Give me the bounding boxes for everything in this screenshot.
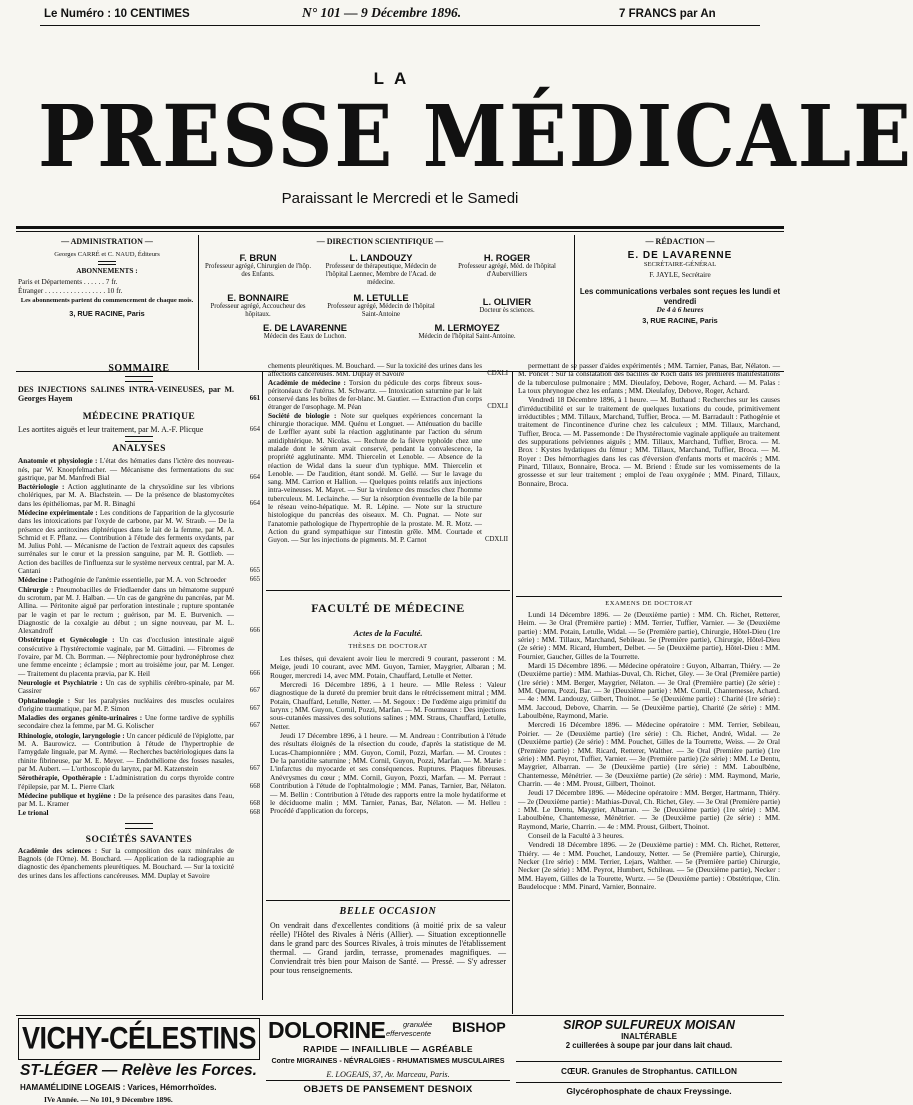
ad-dolorine-sub2: effervescente <box>386 1029 432 1038</box>
annual-price: 7 FRANCS par An <box>619 8 716 20</box>
ad-bishop: BISHOP <box>452 1019 506 1035</box>
toc-page: 667 <box>249 687 260 695</box>
toc-text: Un cas d'occlusion intestinale aiguë consécutive à l'hystérectomie vaginale, par M. Gittadini. — Fibromes de l'ovaire, par M. Ch. Borrman. — Néphrectomie pour hydronéphrose chez une femme enceinte ; éclampsie ; mort au troisième jour, par M. Lenger. — Traitement du placenta prævia, par K. Heil <box>18 636 234 678</box>
director-name: L. LANDOUZY <box>349 252 413 263</box>
separator <box>125 376 153 382</box>
paragraph: Les thèses, qui devaient avoir lieu le mercredi 9 courant, passeront : M. Meige, jeudi 10 courant, avec MM. Guyon, Tarnier, Maygrier, Albaran ; M. Rouger, mercredi 14, avec MM. Potain, Chauffard, Letulle et Netter. <box>270 654 506 680</box>
separator <box>125 823 153 829</box>
toc-text: Une forme tardive de syphilis secondaire chez la femme, par M. G. Kolischer <box>18 714 235 731</box>
director-olivier <box>446 296 568 315</box>
top-rule <box>40 25 760 26</box>
ad-cuillerees: 2 cuillerées à soupe par jour dans lait chaud. <box>565 1041 733 1050</box>
toc-page: 666 <box>249 627 260 635</box>
toc-analysis-item <box>18 697 260 714</box>
director-desc: Docteur ès sciences. <box>479 307 535 314</box>
col-divider <box>262 372 263 1000</box>
ad-stleger: ST-LÉGER — Relève les Forces. <box>20 1062 257 1079</box>
toc-page: CDXLII <box>484 536 508 544</box>
ad-glycero: Glycérophosphate de chaux Freyssinge. <box>566 1086 732 1096</box>
occasion-heading: BELLE OCCASION <box>339 906 437 917</box>
director-name: H. ROGER <box>483 252 531 263</box>
toc-lead <box>18 385 260 404</box>
direction-heading: — DIRECTION SCIENTIFIQUE — <box>316 237 444 246</box>
ad-sirop <box>516 1018 782 1050</box>
director-desc: Médecin de l'hôpital Saint-Antoine. <box>418 333 516 340</box>
ad-dolorine-title: DOLORINE <box>268 1017 386 1043</box>
toc-lead-text: DES INJECTIONS SALINES INTRA-VEINEUSES, par M. Georges Hayem <box>18 385 234 404</box>
toc-page: 667 <box>249 704 260 712</box>
toc-analysis-item <box>18 792 260 809</box>
issue-date: N° 101 — 9 Décembre 1896. <box>302 5 462 20</box>
toc-title: Rhinologie, otologie, laryngologie : <box>18 731 125 740</box>
toc-title: Neurologie et Psychiatrie : <box>18 678 103 687</box>
toc-text: Sur la composition des eaux minérales de Bagnols (de l'Orne). M. Bouchard. — Application de la radiographie au diagnostic des épanchements pleurétiques. M. Bouchard. — Sur la toxicité des urines dans les affections cancéreuses. MM. Duplay et Savoire <box>18 846 234 880</box>
toc-page: 668 <box>249 809 260 817</box>
director-desc: Professeur agrégé, Accoucheur des hôpitaux. <box>210 303 306 318</box>
ad-dolorine <box>266 1018 510 1080</box>
toc-page: 668 <box>249 800 260 808</box>
paragraph: Mardi 15 Décembre 1896. — Médecine opératoire : Guyon, Albarran, Thiéry. — 2e (Deuxième partie) : MM. Mathias-Duval, Ch. Richet, Gley. — 3e Oral (Première partie) (1re série) : MM. Berger, Maygrier, Nélaton. — 3e Oral (Première partie) (2e série) : MM. Quenu, Pozzi, Bar. — 3e (Deuxième partie) : MM. Cornil, Chantemesse, Achard. — 4e : MM. Landouzy, Gilbert, Thoinot. — 5e (Deuxième partie) : Charité (1re série) : MM. Jaccoud, Debove, Charrin. — 5e (Deuxième partie), Charité (2e série) : MM. Laboulbène, Raymond, Marie. <box>518 661 780 721</box>
abonnements-heading: ABONNEMENTS : <box>76 265 138 275</box>
toc-text: Pneumobacilles de Friedlaender dans un hématome suppuré du scrotum, par M. J. Halban. — Un cas de gangrène du pancréas, par M. Allina. — Péritonite aiguë par perforation intestinale ; rupture spontanée par le vagin et par le rectum ; guérison, par M. E. Burvenich. — Diagnostic de la coxalgie au début ; un signe nouveau, par M. L. Alexandroff <box>18 585 234 636</box>
price-paris: Paris et Départements . . . . . . 7 fr. <box>18 277 118 287</box>
sommaire-heading: SOMMAIRE <box>108 363 170 374</box>
ad-dolorine-sub1: granulée <box>403 1020 433 1029</box>
ad-hamamelidine: HAMAMÉLIDINE LOGEAIS : Varices, Hémorrhoïdes. <box>20 1083 217 1092</box>
director-name: E. DE LAVARENNE <box>262 322 348 333</box>
toc-text: L'état des hématies dans l'ictère des nouveau-nés, par W. Knoepfelmacher. — Mécanisme des fermentations du suc gastrique, par M. Manfredi Bial <box>18 457 235 482</box>
right-column-text <box>518 362 780 598</box>
toc-societe-biologie <box>268 412 508 545</box>
toc-analysis-item <box>18 576 260 584</box>
redaction-name: E. DE LAVARENNE <box>627 249 733 261</box>
pratique-heading: MÉDECINE PRATIQUE <box>82 411 196 422</box>
paragraph: Mercredi 16 Décembre 1896. — Médecine opératoire : MM. Terrier, Sebileau, Poirier. — 2e (Deuxième partie) (1re série) : Ch. Richet, André, Widal. — 2e (Deuxième partie) (2e série) : MM. Pouchet, Gilles de la Tourrette, Weiss. — 2e Oral (Première partie) : MM. Ricard, Retterer, Walther. — 3e Oral (Première partie) (1re série) : MM. Peyrot, Tuffier, Varnier. — 3e (Première partie) (2e série) : MM. Le Dentu, Maygrier, Albarran. — 3e (Deuxième partie) (1re série) : MM. Laboulbène, Chantemesse, Ménétrier. — 3e (Deuxième partie) (2e série) : MM. Raymond, Marie, Charrin. — 4e : MM. Proust, Gilbert, Thoinot. <box>518 720 780 788</box>
toc-text: Un cas de syphilis cérébro-spinale, par M. Cassirer <box>18 678 235 696</box>
toc-pratique <box>18 425 260 434</box>
toc-academie-sciences-cont <box>268 362 508 379</box>
toc-analysis-item <box>18 457 260 482</box>
toc-page: CDXLI <box>487 403 508 411</box>
toc-title: Médecine expérimentale : <box>18 509 98 517</box>
director-landouzy <box>320 252 442 287</box>
director-bonnaire <box>200 292 316 319</box>
separator <box>125 436 153 442</box>
masthead-la: LA <box>373 69 417 88</box>
redaction-secretary: F. JAYLE, Secrétaire <box>649 269 711 279</box>
toc-analysis-item <box>18 732 260 773</box>
toc-text: Action agglutinante de la chrysoïdine sur les vibrions cholériques, par M. A. Blachstein. — De la présence de blastomycètes dans les épithéliomas, par M. R. Binaghi <box>18 483 235 508</box>
societes-continued <box>268 362 508 612</box>
ad-pansement: OBJETS DE PANSEMENT DESNOIX <box>303 1084 473 1095</box>
director-brun <box>200 252 316 279</box>
toc-page: 668 <box>249 782 260 790</box>
redaction-heading: — RÉDACTION — <box>645 237 715 246</box>
toc-page: 664 <box>249 473 260 481</box>
paragraph: Vendredi 18 Décembre 1896, à 1 heure. — M. Buthaud : Recherches sur les causes d'irréductibilité et sur le traitement de quelques luxations du coude, primitivement irréductibles ; MM. Tillaux, Marchand, Tuffier, Broca. — M. Barradault : Pathogénie et traitement de l'incontinence d'urine chez les calculeux ; MM. Tillaux, Marchand, Tuffier, Broca. — M. Passemonde : De l'hystérectomie vaginale appliquée au traitement des suppurations pelviennes aiguës ; MM. Tillaux, Marchand, Tuffier, Broca. — M. Brox : Kystes hydatiques du fémur ; MM. Tillaux, Marchand, Tuffier, Broca. — M. Royer : Des hémorrhagies dans les cas d'éversion d'enfants morts et macérés ; MM. Pinard, Tillaux, Bonnaire, Broca. — M. Briend : Étude sur les vomissements de la grossesse et sur leur traitement ; emploi de l'eau oxygénée ; MM. Pinard, Tillaux, Bonnaire, Broca. <box>518 395 780 488</box>
toc-title: Ophtalmologie : <box>18 696 71 705</box>
toc-analysis-item <box>18 483 260 508</box>
toc-analysis-item <box>18 714 260 731</box>
toc-page: 665 <box>249 576 260 584</box>
director-letulle <box>320 292 442 319</box>
toc-title: Sérothérapie, Opothérapie : <box>18 774 107 783</box>
toc-page: 661 <box>249 395 260 403</box>
administration-heading: — ADMINISTRATION — <box>61 237 153 246</box>
masthead-rule-thin <box>16 231 784 232</box>
ad-logeais: E. LOGEAIS, 37, Av. Marceau, Paris. <box>326 1070 450 1079</box>
subscription-note: Les abonnements partent du commencement de chaque mois. <box>20 297 194 305</box>
section-rule <box>266 900 510 901</box>
director-name: M. LETULLE <box>353 292 409 303</box>
ad-coeur: CŒUR. Granules de Strophantus. CATILLON <box>561 1066 737 1076</box>
ad-rule <box>516 1082 782 1083</box>
toc-page: 664 <box>249 425 260 433</box>
toc-page: 666 <box>249 669 260 677</box>
occasion-text: On vendrait dans d'excellentes conditions (à moitié prix de sa valeur réelle) l'Hôtel des Rivales à Néris (Allier). — Situation exceptionnelle dans le grand parc des Sources Rivales, à trois minutes de l'établissement thermal. — Grand jardin, terrasse, promenades magnifiques. — Conviendrait très bien pour Maison de Santé. — Pressé. — S'y adresser pour tous renseignements. <box>270 921 506 975</box>
paragraph: permettant de se passer d'aides expérimentés ; MM. Tarnier, Panas, Bar, Nélaton. — M. Poncet : Sur la constatation des bacilles de Koch dans les premières manifestations de la tuberculose pulmonaire ; MM. Dieulafoy, Debove, Roger, Achard. — M. Palas : La toux phrynogue chez les enfants ; MM. Dieulafoy, Debove, Roger, Achard. <box>518 361 780 396</box>
toc-text: L'administration du corps thyroïde contre l'épilepsie, par M. L. Pierre Clark <box>18 774 235 791</box>
toc-academie-medecine <box>268 379 508 412</box>
toc-page: 665 <box>249 567 260 575</box>
director-desc: Médecin des Eaux de Luchon. <box>263 333 347 340</box>
toc-title: Chirurgie : <box>18 585 54 594</box>
paragraph: Lundi 14 Décembre 1896. — 2e (Deuxième partie) : MM. Ch. Richet, Retterer, Heim. — 3e Oral (Première partie) : MM. Terrier, Tuffier, Varnier. — 3e (Deuxième partie) : MM. Potain, Letulle, Widal. — 5e (Première partie), Chirurgie, Hôtel-Dieu (1re série) : MM. Tillaux, Marchand, Sebileau. 5e (Première partie), Chirurgie, Hôtel-Dieu (2e série) : MM. Ricard, Humbert, Delbet. — 5e (Deuxième partie), Hôtel-Dieu : MM. Fournier, Gaucher, Gilles de la Tourrette. <box>518 610 780 661</box>
paragraph: Vendredi 18 Décembre 1896. — 2e (Deuxième partie) : MM. Ch. Richet, Retterer, Thiéry. — 4e : MM. Pouchet, Landouzy, Netter. — 5e (Première partie), Chirurgie, Necker (1re série) : MM. Terrier, Lejars, Walther. — 5e (Première partie) Chirurgie, Necker (2e série) : MM. Peyrot, Humbert, Schileau. — 5e (Deuxième partie), Necker : MM. Hayem, Gilles de la Tourette, Wurtz. — 5e (Deuxième partie) : Obstétrique, Clin. Baudelocque : MM. Pinard, Varnier, Bonnaire. <box>518 840 780 891</box>
exam-heading: EXAMENS DE DOCTORAT <box>605 600 693 607</box>
faculte-sub: Actes de la Faculté. <box>353 628 423 638</box>
paragraph: Conseil de la Faculté à 3 heures. <box>528 830 624 840</box>
toc-page: 667 <box>249 722 260 730</box>
toc-analysis-item <box>18 774 260 791</box>
analyses-list <box>18 457 260 817</box>
theses-heading: THÈSES DE DOCTORAT <box>348 643 428 650</box>
director-name: F. BRUN <box>239 252 277 263</box>
toc-text: Note sur quelques expériences concernant la chirurgie thoracique. MM. Quénu et Longuet. — Atténuation du bacille de Lœffler ayant subi la réaction agglutinante par l'action du sérum antidiphtérique. M. Nicolas. — Rechute de la fièvre typhoïde chez une malade dont le sérum avait conservé, pendant la convalescence, la propriété agglutinante. MM. Thiercelin et Lenoble. — Absence de la réaction de Widal dans la sueur d'un typhique. MM. Thiercelin et Lenoble. — De l'audition, étant sondé. M. Gellé. — Sur le lavage du sang. MM. Carrion et Hallion. — Quelques points relatifs aux injections intra-veineuses. M. Mayet. — Sur la virulence des muscles chez l'homme tuberculeux. M. Leclainche. — Sur la résorption éventuelle de la bile par le réseau veino-hépatique. M. R. Lépine. — Note sur la structure histologique du pancréas des oiseaux. M. Ch. Pugnat. — Note sur l'anatomie pathologique de l'hypertrophie de la prostate. M. R. Motz. — Action du grand sympathique sur l'intestin grêle. MM. Courtade et Guyon. — Sur les injections de pigments. M. P. Carnot <box>268 411 483 545</box>
toc-text: Les conditions de l'apparition de la glycosurie dans les intoxications par l'oxyde de carbone, par M. W. Straub. — De la présence des antitoxines diphtériques dans le lait de la femme, par M. A. Schmid et F. Pflanz. — Contribution à l'étude des ferments oxydants, par M. Julius Pohl. — Mécanisme de l'action de l'extrait aqueux des capsules surrénales sur le cœur et la pression sanguine, par M. R. Gottlieb. — Action des bacilles de l'influenza sur le système nerveux central, par M. A. Cantani <box>18 509 235 576</box>
director-desc: Professeur de thérapeutique, Médecin de l'hôpital Laennec, Membre de l'Acad. de médecine. <box>325 263 437 286</box>
ad-contre: Contre MIGRAINES - NÉVRALGIES - RHUMATISMES MUSCULAIRES <box>271 1056 505 1065</box>
toc-title: Académie de médecine : <box>268 378 346 387</box>
director-roger <box>446 252 568 279</box>
ad-vichy-title: VICHY-CÉLESTINS <box>21 1020 257 1056</box>
toc-text: Pathogénie de l'anémie essentielle, par M. A. von Schroeder <box>53 576 227 585</box>
toc-analysis-item <box>18 679 260 696</box>
masthead-rule-thick <box>16 226 784 229</box>
section-rule <box>266 590 510 591</box>
toc-title: Médecine : <box>18 576 52 585</box>
redaction-hours: De 4 à 6 heures <box>656 305 704 315</box>
director-name: M. LERMOYEZ <box>434 322 500 333</box>
redaction-block <box>578 238 782 325</box>
toc-page: CDXLI <box>487 370 508 378</box>
admin-address: 3, RUE RACINE, Paris <box>69 309 145 319</box>
toc-pratique-text: Les aortites aiguës et leur traitement, par M. A.-F. Plicque <box>18 424 204 434</box>
toc-title: Maladies des organes génito-urinaires : <box>18 714 143 723</box>
faculte-heading: FACULTÉ DE MÉDECINE <box>311 601 465 615</box>
toc-page: 664 <box>249 499 260 507</box>
masthead-title: PRESSE MÉDICALE <box>38 86 913 187</box>
director-desc: Professeur agrégé, Médecin de l'hôpital Saint-Antoine <box>327 303 435 318</box>
toc-page: 667 <box>249 764 260 772</box>
toc-analysis-item <box>18 636 260 677</box>
toc-text: De la présence des parasites dans l'eau, par M. L. Kramer <box>18 791 235 809</box>
toc-title: Obstétrique et Gynécologie : <box>18 636 115 645</box>
toc-analysis-item <box>18 509 260 575</box>
toc-text: Sur les paralysies nucléaires des muscles oculaires d'origine traumatique, par M. P. Simon <box>18 696 234 713</box>
masthead-subtitle: Paraissant le Mercredi et le Samedi <box>281 190 519 207</box>
section-rule <box>516 596 782 597</box>
toc-title: Académie des sciences : <box>18 846 98 855</box>
ad-rule <box>266 1080 510 1081</box>
toc-title: Le trional <box>18 809 49 818</box>
faculte-text <box>270 655 506 895</box>
director-lavarenne <box>230 322 380 341</box>
redaction-note: Les communications verbales sont reçues les lundi et vendredi <box>579 287 781 306</box>
director-desc: Professeur agrégé, Méd. de l'hôpital d'Aubervilliers <box>458 263 556 278</box>
director-desc: Professeur agrégé, Chirurgien de l'hôp. des Enfants. <box>204 263 312 278</box>
director-name: L. OLIVIER <box>482 296 532 307</box>
director-name: E. BONNAIRE <box>227 292 289 303</box>
analyses-heading: ANALYSES <box>112 444 166 455</box>
toc-text: chements pleurétiques. M. Bouchard. — Sur la toxicité des urines dans les affections cancéreuses. MM. Duplay et Savoire <box>268 362 482 379</box>
toc-title: Société de biologie : <box>268 411 337 420</box>
redaction-address: 3, RUE RACINE, Paris <box>642 315 718 325</box>
paragraph: Jeudi 17 Décembre 1896. — Médecine opératoire : MM. Berger, Hartmann, Thiéry. — 2e (Deuxième partie) : Mathias-Duval, Ch. Richet, Gley. — 3e Oral (Première partie) : MM. Le Dentu, Maygrier, Albarran. — 3e (Deuxième partie) (1re série) : MM. Laboulbène, Chantemesse, Ménétrier. — 3e (Deuxième partie) (2e série) : MM. Raymond, Marie, Charrin. — 4e : MM. Proust, Gilbert, Thoinot. <box>518 788 781 831</box>
editors: Georges CARRÉ et C. NAUD, Éditeurs <box>54 250 160 258</box>
col-divider <box>512 372 513 1014</box>
price-etranger: Étranger . . . . . . . . . . . . . . . . . 10 fr. <box>18 285 123 295</box>
director-lermoyez <box>392 322 542 341</box>
sommaire-column <box>18 363 260 963</box>
col-divider <box>198 235 199 370</box>
ad-sirop-title: SIROP SULFUREUX MOISAN <box>563 1018 735 1032</box>
paragraph: Jeudi 17 Décembre 1896, à 1 heure. — M. Andreau : Contribution à l'étude des résultats éloignés de la résection du coude, d'après la statistique de M. Lucas-Championnière ; MM. Guyon, Cornil, Pozzi, Marfan. — M. Croutes : De la parotidite saturnine ; MM. Cornil, Guyon, Pozzi, Marfan. — M. Marie : L'infarctus du myocarde et ses conséquences. Ruptures. Plaques fibreuses. Anévrysmes du cœur ; MM. Cornil, Guyon, Pozzi, Marfan. — M. Perraut : Contribution à l'étude de l'ophtalmologie ; MM. Panas, Tarnier, Bar, Nélaton. — M. Bellin : Contribution à l'étude des rapports entre la mole hydatiforme et le déciduome malin ; MM. Tarnier, Panas, Bar, Nélaton. — M. Helleu : Procédé d'application du forceps, <box>270 731 506 816</box>
toc-academie-sciences <box>18 847 260 880</box>
toc-title: Anatomie et physiologie : <box>18 457 98 466</box>
price-label: Le Numéro : 10 CENTIMES <box>44 8 190 20</box>
toc-text: Torsion du pédicule des corps fibreux sous-péritonéaux de l'utérus. M. Schwartz. — Intoxication saturnine par le lait conservé dans les boîtes de fer-blanc. M. Gautier. — Extraction d'un corps étranger de l'œsophage. M. Péan <box>268 378 482 412</box>
toc-text: Un cancer pédiculé de l'épiglotte, par M. A. Baurowicz. — Contribution à l'étude de l'hypertrophie de l'amygdale linguale, par M. Aymé. — Recherches bactériologiques dans la rhinite fibrineuse, par M. E. Meyer. — Endothéliome des fosses nasales, par M. Aubert. — L'orthoscopie du larynx, par M. Katzenstein <box>18 731 235 773</box>
societes-heading: SOCIÉTÉS SAVANTES <box>85 834 193 845</box>
exam-text <box>518 611 780 1015</box>
ad-vichy <box>18 1018 260 1060</box>
redaction-role: SECRÉTAIRE-GÉNÉRAL <box>643 260 717 268</box>
ad-rapide: RAPIDE — INFAILLIBLE — AGRÉABLE <box>303 1044 473 1054</box>
footer-line: IVe Année. — No 101, 9 Décembre 1896. <box>44 1095 173 1104</box>
col-divider <box>574 235 575 370</box>
toc-title: Médecine publique et hygiène : <box>18 791 116 800</box>
toc-analysis-item <box>18 809 260 817</box>
paragraph: Mercredi 16 Décembre 1896, à 1 heure. — Mlle Reless : Valeur diagnostique de la dureté du premier bruit dans le rétrécissement mitral ; MM. Potain, Chauffard, Letulle, Netter. — M. Segoux : De l'œdème aigu primitif du larynx ; MM. Guyon, Cornil, Pozzi, Marfan. — M. Fourmeaux : Des injections sous-cutanées massives des solutions salines ; MM. Straus, Chauffard, Letulle, Netter. <box>270 680 506 731</box>
toc-title: Bactériologie : <box>18 483 65 492</box>
toc-analysis-item <box>18 586 260 636</box>
ad-inalterable: INALTÉRABLE <box>621 1032 677 1041</box>
administration-block <box>18 238 196 319</box>
separator <box>98 261 116 265</box>
ad-rule <box>516 1061 782 1062</box>
